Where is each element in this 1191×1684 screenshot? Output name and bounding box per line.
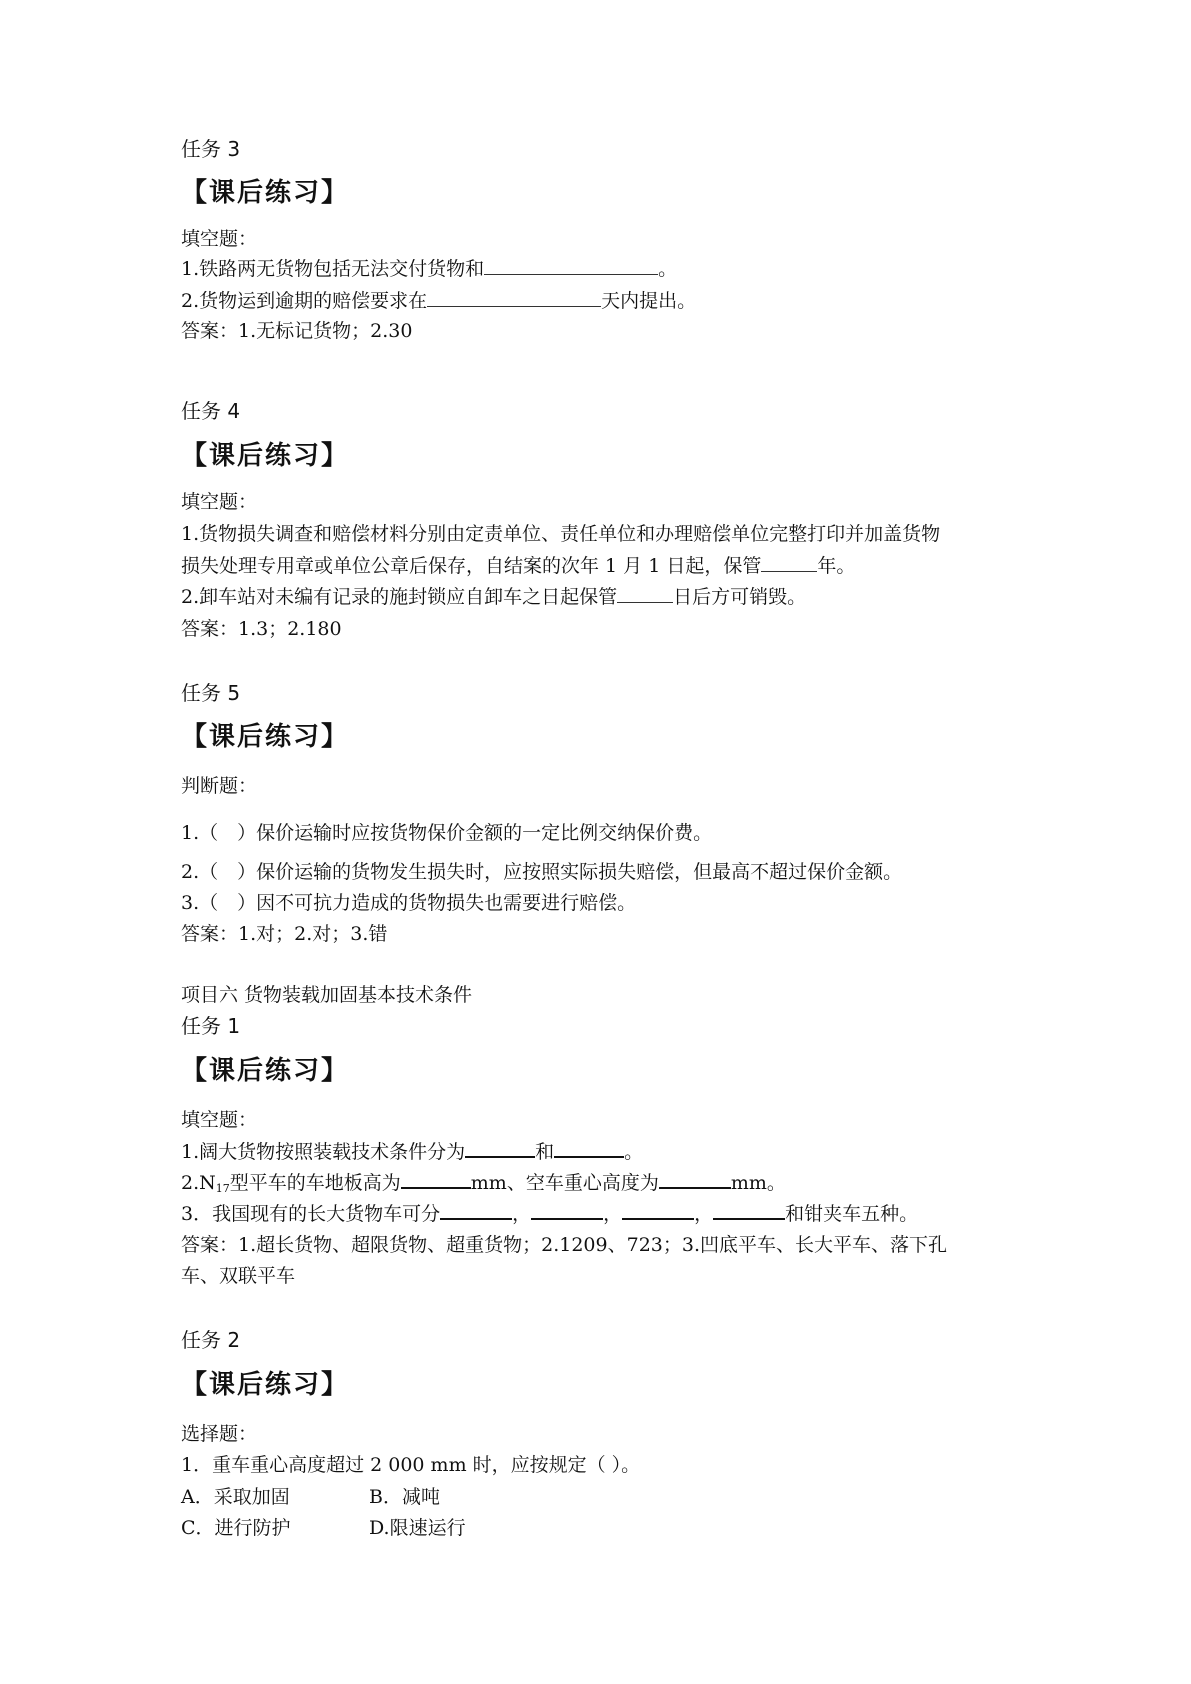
option-a: A．采取加固	[181, 1486, 290, 1508]
question-2: 2.（ ）保价运输的货物发生损失时，应按照实际损失赔偿，但最高不超过保价金额。	[181, 861, 903, 883]
answer-text: 答案：1.无标记货物；2.30	[181, 320, 413, 342]
answer-blank	[617, 584, 673, 603]
task-title: 任务 1	[181, 1014, 241, 1038]
answer-blank	[554, 1138, 624, 1158]
answer-blank	[531, 1200, 603, 1220]
question-2: 2.货物运到逾期的赔偿要求在 天内提出。	[181, 290, 697, 312]
option-c: C．进行防护	[181, 1517, 291, 1539]
question-2: 2.卸车站对未编有记录的施封锁应自卸车之日起保管 日后方可销毁。	[181, 586, 807, 608]
question-type: 填空题：	[181, 1109, 258, 1131]
task-title: 任务 4	[181, 399, 241, 423]
option-b: B．减吨	[369, 1486, 440, 1508]
question-1-line-2: 损失处理专用章或单位公章后保存，自结案的次年 1 月 1 日起，保管 年。	[181, 555, 856, 577]
task-title: 任务 3	[181, 137, 241, 161]
question-1: 1.阔大货物按照装载技术条件分为 和 。	[181, 1138, 643, 1165]
answer-blank	[440, 1200, 512, 1220]
answer-text: 答案：1.对；2.对；3.错	[181, 923, 388, 945]
option-d: D.限速运行	[369, 1517, 466, 1539]
answer-blank	[427, 288, 601, 307]
answer-blank	[622, 1200, 694, 1220]
task-title: 任务 5	[181, 681, 241, 705]
exercise-heading: 【课后练习】	[181, 178, 350, 208]
question-2: $2.N_{17}$型平车的车地板高为 mm、空车重心高度为 mm。	[181, 1169, 786, 1202]
answer-blank	[484, 256, 658, 275]
question-1: 1.（ ）保价运输时应按货物保价金额的一定比例交纳保价费。	[181, 822, 713, 844]
question-type: 填空题：	[181, 491, 258, 513]
question-3: 3．我国现有的长大货物车可分 ， ， ， 和钳夹车五种。	[181, 1200, 918, 1227]
answer-blank	[761, 553, 817, 572]
options-row-1	[181, 1484, 440, 1510]
question-3: 3.（ ）因不可抗力造成的货物损失也需要进行赔偿。	[181, 892, 637, 914]
question-1: 1.铁路两无货物包括无法交付货物和 。	[181, 258, 678, 280]
question-1: 1．重车重心高度超过 2 000 mm 时，应按规定（ ）。	[181, 1454, 641, 1476]
exercise-heading: 【课后练习】	[181, 1370, 350, 1400]
answer-text: 答案：1.3；2.180	[181, 618, 342, 640]
question-type: 选择题：	[181, 1423, 258, 1445]
answer-blank	[659, 1169, 731, 1189]
options-row-2	[181, 1515, 466, 1541]
answer-text-line-1: 答案：1.超长货物、超限货物、超重货物；2.1209、723；3.凹底平车、长大平车、落下孔	[181, 1234, 948, 1256]
exercise-heading: 【课后练习】	[181, 1056, 350, 1086]
question-1-line-1: 1.货物损失调查和赔偿材料分别由定责单位、责任单位和办理赔偿单位完整打印并加盖货物	[181, 523, 941, 545]
answer-text-line-2: 车、双联平车	[181, 1265, 296, 1287]
exercise-heading: 【课后练习】	[181, 441, 350, 471]
task-title: 任务 2	[181, 1328, 241, 1352]
exercise-heading: 【课后练习】	[181, 722, 350, 752]
answer-blank	[465, 1138, 535, 1158]
project-title: 项目六 货物装载加固基本技术条件	[181, 984, 473, 1006]
question-type: 填空题：	[181, 228, 258, 250]
answer-blank	[401, 1169, 471, 1189]
answer-blank	[713, 1200, 785, 1220]
question-type: 判断题：	[181, 775, 258, 797]
